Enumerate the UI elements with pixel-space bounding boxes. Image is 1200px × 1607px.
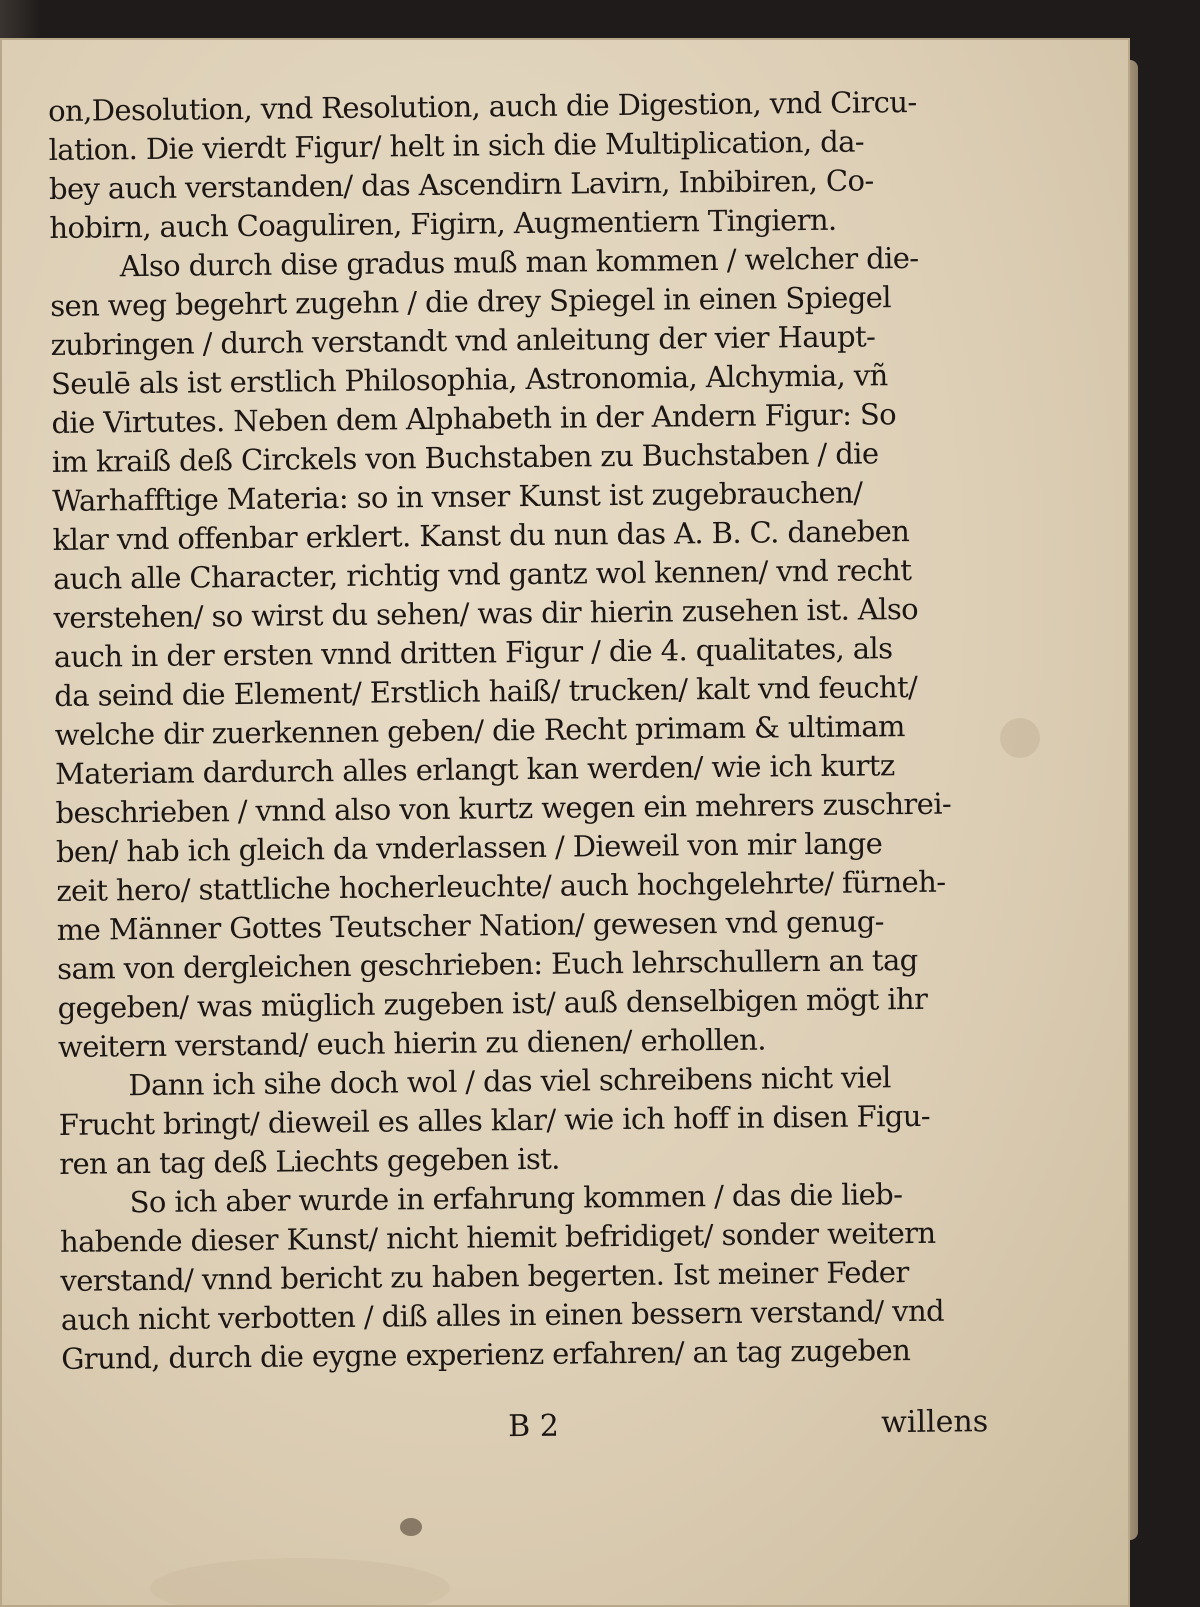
text-line: auch in der ersten vnnd dritten Figur / die 4. qualitates, als <box>53 631 893 674</box>
text-line: die Virtutes. Neben dem Alphabeth in der Andern Figur: So <box>51 397 897 440</box>
text-line: Frucht bringt/ dieweil es alles klar/ wie ich hoff in disen Figu- <box>58 1098 931 1142</box>
text-line: on,Desolution, vnd Resolution, auch die Digestion, vnd Circu- <box>48 84 917 128</box>
ink-spot <box>400 1518 422 1536</box>
text-line: zubringen / durch verstandt vnd anleitung der vier Haupt- <box>50 319 876 362</box>
text-line: klar vnd offenbar erklert. Kanst du nun das A. B. C. daneben <box>52 514 910 557</box>
text-line: Seulē als ist erstlich Philosophia, Astronomia, Alchymia, vñ <box>50 358 888 401</box>
text-line: habende dieser Kunst/ nicht hiemit befridiget/ sonder weitern <box>59 1215 936 1259</box>
text-line: auch alle Character, richtig vnd gantz wol kennen/ vnd recht <box>52 552 912 596</box>
text-line: Grund, durch die eygne experienz erfahren/ an tag zugeben <box>61 1333 911 1376</box>
text-line: im kraiß deß Circkels von Buchstaben zu Buchstaben / die <box>51 436 879 479</box>
text-line: zeit hero/ stattliche hocherleuchte/ auch hochgelehrte/ fürneh- <box>56 864 946 908</box>
text-line: Warhafftige Materia: so in vnser Kunst ist zugebrauchen/ <box>52 475 863 518</box>
paper-stain <box>1000 718 1040 758</box>
text-line: weitern verstand/ euch hierin zu dienen/ erhollen. <box>57 1022 767 1064</box>
text-line: So ich aber wurde in erfahrung kommen / das die lieb- <box>129 1177 903 1220</box>
text-line: lation. Die vierdt Figur/ helt in sich die Multiplication, da- <box>48 124 865 167</box>
paper-stain <box>150 1558 450 1607</box>
text-line: verstand/ vnnd bericht zu haben begerten. Ist meiner Feder <box>60 1255 909 1298</box>
text-line: ben/ hab ich gleich da vnderlassen / Dieweil von mir lange <box>55 826 883 869</box>
text-line: me Männer Gottes Teutscher Nation/ gewesen vnd genug- <box>56 904 885 947</box>
text-line: hobirn, auch Coaguliren, Figirn, Augmentiern Tingiern. <box>49 202 837 245</box>
text-line: gegeben/ was müglich zugeben ist/ auß denselbigen mögt ihr <box>57 981 928 1025</box>
text-line: da seind die Element/ Erstlich haiß/ trucken/ kalt vnd feucht/ <box>54 669 918 713</box>
text-line: welche dir zuerkennen geben/ die Recht primam & ultimam <box>54 709 906 752</box>
signature-mark: B 2 <box>507 1408 560 1445</box>
text-line: Materiam dardurch alles erlangt kan werden/ wie ich kurtz <box>54 748 895 791</box>
text-line: verstehen/ so wirst du sehen/ was dir hierin zusehen ist. Also <box>53 591 919 635</box>
page-text-block <box>48 82 1001 1379</box>
text-line: auch nicht verbotten / diß alles in einen bessern verstand/ vnd <box>60 1293 945 1337</box>
text-line: Also durch dise gradus muß man kommen / welcher die- <box>119 240 919 284</box>
text-line: ren an tag deß Liechts gegeben ist. <box>59 1141 561 1181</box>
text-line: beschrieben / vnnd also von kurtz wegen ein mehrers zuschrei- <box>55 786 952 830</box>
text-line: sen weg begehrt zugehn / die drey Spiegel in einen Spiegel <box>50 280 892 323</box>
catchword: willens <box>881 1404 989 1441</box>
text-line: Dann ich sihe doch wol / das viel schreibens nicht viel <box>128 1060 891 1103</box>
text-line: sam von dergleichen geschrieben: Euch lehrschullern an tag <box>57 942 918 986</box>
text-line: bey auch verstanden/ das Ascendirn Lavirn, Inbibiren, Co- <box>48 163 874 206</box>
